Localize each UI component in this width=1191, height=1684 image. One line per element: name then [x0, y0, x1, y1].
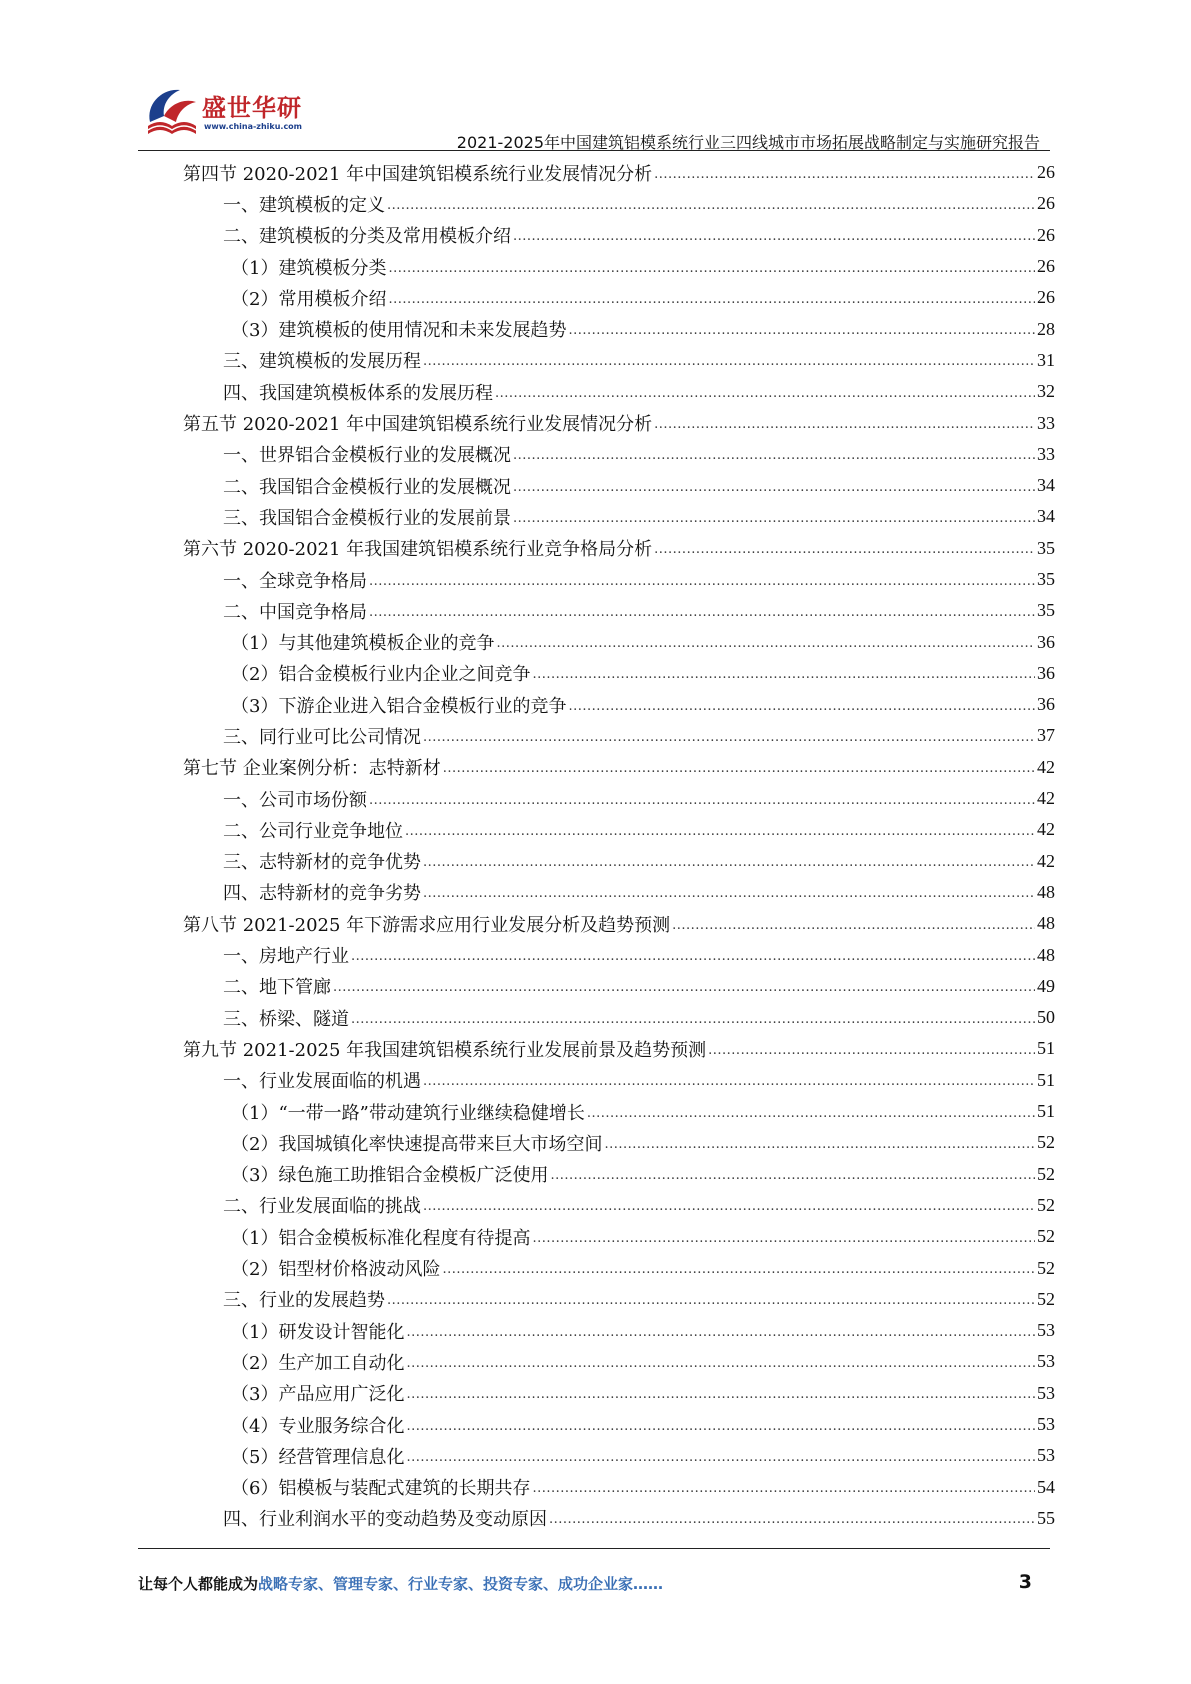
toc-entry[interactable]	[183, 1159, 1055, 1190]
toc-leader-dots	[387, 195, 1035, 213]
toc-entry-page: 53	[1037, 1414, 1055, 1435]
toc-leader-dots	[423, 852, 1035, 870]
toc-entry-title: （5）经营管理信息化	[231, 1446, 405, 1468]
toc-entry[interactable]	[183, 533, 1055, 564]
toc-leader-dots	[513, 477, 1035, 495]
toc-entry-page: 52	[1037, 1194, 1055, 1215]
toc-leader-dots	[513, 226, 1035, 244]
toc-entry[interactable]	[183, 220, 1055, 251]
toc-entry-page: 26	[1037, 287, 1055, 308]
page-number: 3	[1018, 1571, 1032, 1593]
toc-entry-title: （6）铝模板与装配式建筑的长期共存	[231, 1478, 531, 1500]
toc-entry-title: 二、地下管廊	[223, 977, 331, 999]
toc-entry-title: （3）绿色施工助推铝合金模板广泛使用	[231, 1165, 549, 1187]
toc-entry[interactable]	[183, 1378, 1055, 1409]
toc-entry[interactable]	[183, 908, 1055, 939]
toc-entry-title: （3）产品应用广泛化	[231, 1384, 405, 1406]
toc-entry[interactable]	[183, 814, 1055, 845]
toc-entry-page: 48	[1037, 913, 1055, 934]
toc-leader-dots	[423, 727, 1035, 745]
toc-entry-title: （2）铝型材价格波动风险	[231, 1259, 441, 1281]
toc-entry[interactable]	[183, 1096, 1055, 1127]
toc-entry[interactable]	[183, 626, 1055, 657]
toc-entry[interactable]	[183, 939, 1055, 970]
toc-entry-page: 32	[1037, 381, 1055, 402]
toc-entry[interactable]	[183, 1440, 1055, 1471]
toc-entry-page: 28	[1037, 318, 1055, 339]
toc-entry-page: 35	[1037, 600, 1055, 621]
toc-entry-title: 第六节 2020-2021 年我国建筑铝模系统行业竞争格局分析	[183, 539, 653, 561]
toc-entry[interactable]	[183, 752, 1055, 783]
toc-entry-title: （2）我国城镇化率快速提高带来巨大市场空间	[231, 1133, 603, 1155]
toc-entry-title: 三、志特新材的竞争优势	[223, 852, 421, 874]
toc-leader-dots	[568, 696, 1035, 714]
toc-entry-title: （1）研发设计智能化	[231, 1321, 405, 1343]
toc-entry-page: 51	[1037, 1101, 1055, 1122]
page-footer	[138, 1573, 1050, 1597]
toc-leader-dots	[654, 414, 1035, 432]
toc-entry[interactable]	[183, 877, 1055, 908]
toc-leader-dots	[423, 883, 1035, 901]
toc-leader-dots	[423, 351, 1035, 369]
toc-entry-page: 37	[1037, 725, 1055, 746]
toc-entry-title: （1）“一带一路”带动建筑行业继续稳健增长	[231, 1102, 585, 1124]
toc-entry-page: 42	[1037, 788, 1055, 809]
toc-entry[interactable]	[183, 1033, 1055, 1064]
logo-url: www.china-zhiku.com	[204, 122, 303, 131]
toc-entry-title: （1）建筑模板分类	[231, 257, 387, 279]
toc-entry-title: 二、公司行业竞争地位	[223, 820, 403, 842]
toc-entry-page: 42	[1037, 756, 1055, 777]
toc-entry-title: 四、志特新材的竞争劣势	[223, 883, 421, 905]
toc-entry[interactable]	[183, 1002, 1055, 1033]
toc-entry-page: 53	[1037, 1445, 1055, 1466]
header-divider	[138, 150, 1050, 151]
toc-entry-title: 第九节 2021-2025 年我国建筑铝模系统行业发展前景及趋势预测	[183, 1039, 707, 1061]
toc-entry-title: 二、我国铝合金模板行业的发展概况	[223, 476, 511, 498]
toc-leader-dots	[351, 946, 1035, 964]
toc-entry[interactable]	[183, 1409, 1055, 1440]
toc-leader-dots	[532, 1228, 1035, 1246]
toc-entry[interactable]	[183, 689, 1055, 720]
toc-entry[interactable]	[183, 157, 1055, 188]
toc-entry-page: 31	[1037, 349, 1055, 370]
toc-leader-dots	[406, 1353, 1035, 1371]
toc-entry-title: 一、全球竞争格局	[223, 570, 367, 592]
table-of-contents	[183, 157, 1055, 1534]
toc-leader-dots	[513, 445, 1035, 463]
toc-entry[interactable]	[183, 1221, 1055, 1252]
toc-entry-page: 42	[1037, 819, 1055, 840]
toc-leader-dots	[406, 1322, 1035, 1340]
toc-entry-title: （2）常用模板介绍	[231, 288, 387, 310]
toc-entry-title: 四、我国建筑模板体系的发展历程	[223, 382, 493, 404]
toc-entry-page: 49	[1037, 975, 1055, 996]
toc-entry-page: 26	[1037, 256, 1055, 277]
toc-entry-page: 51	[1037, 1038, 1055, 1059]
toc-entry-title: 第五节 2020-2021 年中国建筑铝模系统行业发展情况分析	[183, 414, 653, 436]
toc-leader-dots	[406, 1384, 1035, 1402]
toc-entry-title: 一、建筑模板的定义	[223, 194, 385, 216]
toc-leader-dots	[388, 289, 1035, 307]
toc-leader-dots	[604, 1134, 1035, 1152]
toc-entry[interactable]	[183, 251, 1055, 282]
toc-entry-title: （3）下游企业进入铝合金模板行业的竞争	[231, 695, 567, 717]
toc-leader-dots	[406, 1416, 1035, 1434]
toc-leader-dots	[333, 977, 1035, 995]
toc-entry[interactable]	[183, 1065, 1055, 1096]
report-title: 2021-2025年中国建筑铝模系统行业三四线城市市场拓展战略制定与实施研究报告	[456, 133, 1040, 152]
toc-entry[interactable]	[183, 313, 1055, 344]
toc-entry[interactable]	[183, 1284, 1055, 1315]
toc-entry[interactable]	[183, 1503, 1055, 1534]
toc-leader-dots	[388, 258, 1035, 276]
toc-leader-dots	[532, 1478, 1035, 1496]
toc-entry-page: 48	[1037, 881, 1055, 902]
toc-entry-page: 51	[1037, 1069, 1055, 1090]
toc-entry-page: 42	[1037, 850, 1055, 871]
logo-text: 盛世华研	[202, 94, 302, 122]
toc-entry-title: 四、行业利润水平的变动趋势及变动原因	[223, 1509, 547, 1531]
toc-entry[interactable]	[183, 1252, 1055, 1283]
toc-entry[interactable]	[183, 439, 1055, 470]
footer-divider	[138, 1548, 1050, 1549]
toc-entry-page: 26	[1037, 193, 1055, 214]
toc-entry[interactable]	[183, 720, 1055, 751]
toc-leader-dots	[442, 1259, 1035, 1277]
toc-leader-dots	[532, 664, 1035, 682]
toc-entry[interactable]	[183, 282, 1055, 313]
toc-entry-page: 55	[1037, 1507, 1055, 1528]
toc-entry-page: 36	[1037, 631, 1055, 652]
toc-entry-title: 三、我国铝合金模板行业的发展前景	[223, 507, 511, 529]
toc-entry[interactable]	[183, 658, 1055, 689]
toc-entry-title: （4）专业服务综合化	[231, 1415, 405, 1437]
toc-leader-dots	[369, 571, 1035, 589]
toc-entry-title: （2）铝合金模板行业内企业之间竞争	[231, 664, 531, 686]
toc-leader-dots	[443, 758, 1035, 776]
toc-entry-title: 二、建筑模板的分类及常用模板介绍	[223, 226, 511, 248]
toc-entry[interactable]	[183, 846, 1055, 877]
toc-entry[interactable]	[183, 470, 1055, 501]
toc-entry-page: 52	[1037, 1288, 1055, 1309]
toc-entry-page: 53	[1037, 1382, 1055, 1403]
toc-entry[interactable]	[183, 501, 1055, 532]
toc-entry[interactable]	[183, 376, 1055, 407]
toc-leader-dots	[550, 1165, 1035, 1183]
toc-entry-title: 二、中国竞争格局	[223, 601, 367, 623]
toc-entry-title: 一、房地产行业	[223, 946, 349, 968]
toc-entry-page: 53	[1037, 1351, 1055, 1372]
toc-entry[interactable]	[183, 595, 1055, 626]
footer-slogan-roles: 战略专家、管理专家、行业专家、投资专家、成功企业家……	[258, 1575, 664, 1593]
toc-entry-title: 一、行业发展面临的机遇	[223, 1071, 421, 1093]
toc-leader-dots	[496, 633, 1035, 651]
toc-entry[interactable]	[183, 971, 1055, 1002]
toc-entry[interactable]	[183, 188, 1055, 219]
toc-entry-page: 34	[1037, 506, 1055, 527]
logo-emblem-icon	[140, 82, 202, 144]
toc-entry-page: 53	[1037, 1320, 1055, 1341]
toc-entry-page: 48	[1037, 944, 1055, 965]
toc-leader-dots	[654, 164, 1035, 182]
toc-entry-page: 50	[1037, 1007, 1055, 1028]
toc-entry[interactable]	[183, 1190, 1055, 1221]
toc-entry[interactable]	[183, 564, 1055, 595]
toc-entry-page: 34	[1037, 475, 1055, 496]
toc-entry[interactable]	[183, 1471, 1055, 1502]
toc-entry-page: 35	[1037, 537, 1055, 558]
toc-entry-title: 一、世界铝合金模板行业的发展概况	[223, 445, 511, 467]
toc-leader-dots	[351, 1009, 1035, 1027]
toc-entry-title: （2）生产加工自动化	[231, 1352, 405, 1374]
toc-entry-title: 第八节 2021-2025 年下游需求应用行业发展分析及趋势预测	[183, 914, 671, 936]
toc-entry-page: 35	[1037, 569, 1055, 589]
toc-entry-page: 52	[1037, 1132, 1055, 1153]
toc-entry-title: （3）建筑模板的使用情况和未来发展趋势	[231, 320, 567, 342]
toc-entry-page: 26	[1037, 224, 1055, 245]
toc-entry-title: 三、行业的发展趋势	[223, 1290, 385, 1312]
toc-entry-page: 26	[1037, 162, 1055, 183]
toc-entry-page: 33	[1037, 412, 1055, 433]
footer-slogan	[138, 1573, 663, 1594]
toc-leader-dots	[406, 1447, 1035, 1465]
toc-leader-dots	[405, 821, 1035, 839]
footer-slogan-lead: 让每个人都能成为	[138, 1575, 259, 1593]
toc-leader-dots	[708, 1040, 1035, 1058]
toc-entry-title: （1）铝合金模板标准化程度有待提高	[231, 1227, 531, 1249]
toc-entry-page: 52	[1037, 1257, 1055, 1278]
toc-leader-dots	[568, 320, 1035, 338]
toc-entry[interactable]	[183, 407, 1055, 438]
toc-entry[interactable]	[183, 783, 1055, 814]
page-header	[140, 78, 1050, 152]
toc-entry-page: 52	[1037, 1163, 1055, 1184]
toc-entry[interactable]	[183, 345, 1055, 376]
toc-leader-dots	[513, 508, 1035, 526]
toc-entry-page: 36	[1037, 662, 1055, 683]
toc-entry-title: 二、行业发展面临的挑战	[223, 1196, 421, 1218]
toc-leader-dots	[549, 1509, 1035, 1527]
toc-entry-title: （1）与其他建筑模板企业的竞争	[231, 633, 495, 655]
toc-entry-title: 三、同行业可比公司情况	[223, 726, 421, 748]
toc-leader-dots	[369, 790, 1035, 808]
toc-entry-title: 三、桥梁、隧道	[223, 1008, 349, 1030]
toc-leader-dots	[387, 1290, 1035, 1308]
toc-entry-page: 54	[1037, 1476, 1055, 1497]
toc-leader-dots	[587, 1103, 1035, 1121]
toc-entry[interactable]	[183, 1127, 1055, 1158]
toc-entry[interactable]	[183, 1346, 1055, 1377]
toc-entry[interactable]	[183, 1315, 1055, 1346]
toc-entry-page: 33	[1037, 443, 1055, 464]
toc-leader-dots	[423, 1196, 1035, 1214]
toc-entry-title: 三、建筑模板的发展历程	[223, 351, 421, 373]
toc-leader-dots	[495, 383, 1035, 401]
toc-leader-dots	[672, 915, 1035, 933]
toc-entry-page: 36	[1037, 694, 1055, 715]
toc-leader-dots	[654, 539, 1035, 557]
toc-leader-dots	[423, 1071, 1035, 1089]
company-logo	[140, 78, 310, 148]
toc-entry-page: 52	[1037, 1226, 1055, 1247]
toc-entry-title: 一、公司市场份额	[223, 789, 367, 811]
toc-entry-title: 第七节 企业案例分析：志特新材	[183, 758, 441, 780]
toc-leader-dots	[369, 602, 1035, 620]
toc-entry-title: 第四节 2020-2021 年中国建筑铝模系统行业发展情况分析	[183, 163, 653, 185]
